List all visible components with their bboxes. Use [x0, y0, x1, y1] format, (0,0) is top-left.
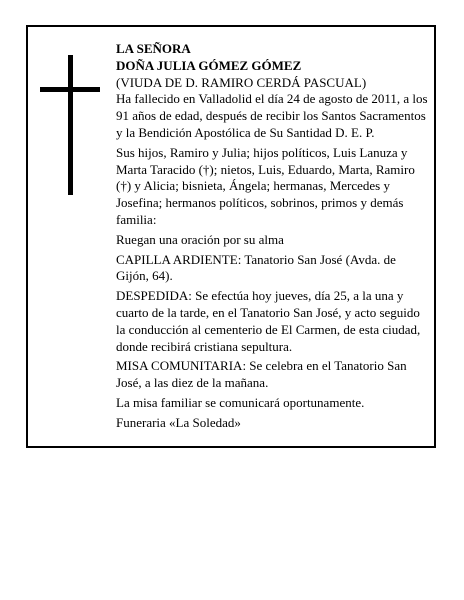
deceased-name: DOÑA JULIA GÓMEZ GÓMEZ	[116, 57, 302, 73]
cross-vertical-bar	[68, 55, 73, 195]
obituary-notice	[26, 25, 436, 448]
prayer-request: Ruegan una oración por su alma	[116, 231, 284, 247]
death-announcement: Ha fallecido en Valladolid el día 24 de agosto de 2011, a los 91 años de edad, después de recibir los Santos Sacramentos y la Bendición Apostólica de Su Santidad D. E. P.	[116, 91, 428, 140]
widow-of: (VIUDA DE D. RAMIRO CERDÁ PASCUAL)	[116, 74, 367, 90]
family-list: Sus hijos, Ramiro y Julia; hijos políticos, Luis Lanuza y Marta Taracido (†); nietos, Luis, Eduardo, Marta, Ramiro (†) y Alicia; bisnieta, Ángela; hermanas, Mercedes y Josefina; hermanos políticos, sobrinos, primos y demás familia:	[116, 144, 415, 227]
funeral-home: Funeraria «La Soledad»	[116, 414, 241, 430]
notice-body	[116, 41, 428, 435]
community-mass-info: MISA COMUNITARIA: Se celebra en el Tanatorio San José, a las diez de la mañana.	[116, 358, 407, 391]
farewell-info: DESPEDIDA: Se efectúa hoy jueves, día 25, a la una y cuarto de la tarde, en el Tanatorio San José, y acto seguido la conducción al cementerio de El Carmen, de esta ciudad, donde recibirá cristiana sepultura.	[116, 288, 421, 354]
family-mass-info: La misa familiar se comunicará oportunamente.	[116, 394, 365, 410]
chapel-info: CAPILLA ARDIENTE: Tanatorio San José (Avda. de Gijón, 64).	[116, 251, 396, 284]
cross-horizontal-bar	[40, 87, 100, 92]
notice-title: LA SEÑORA	[116, 41, 191, 56]
